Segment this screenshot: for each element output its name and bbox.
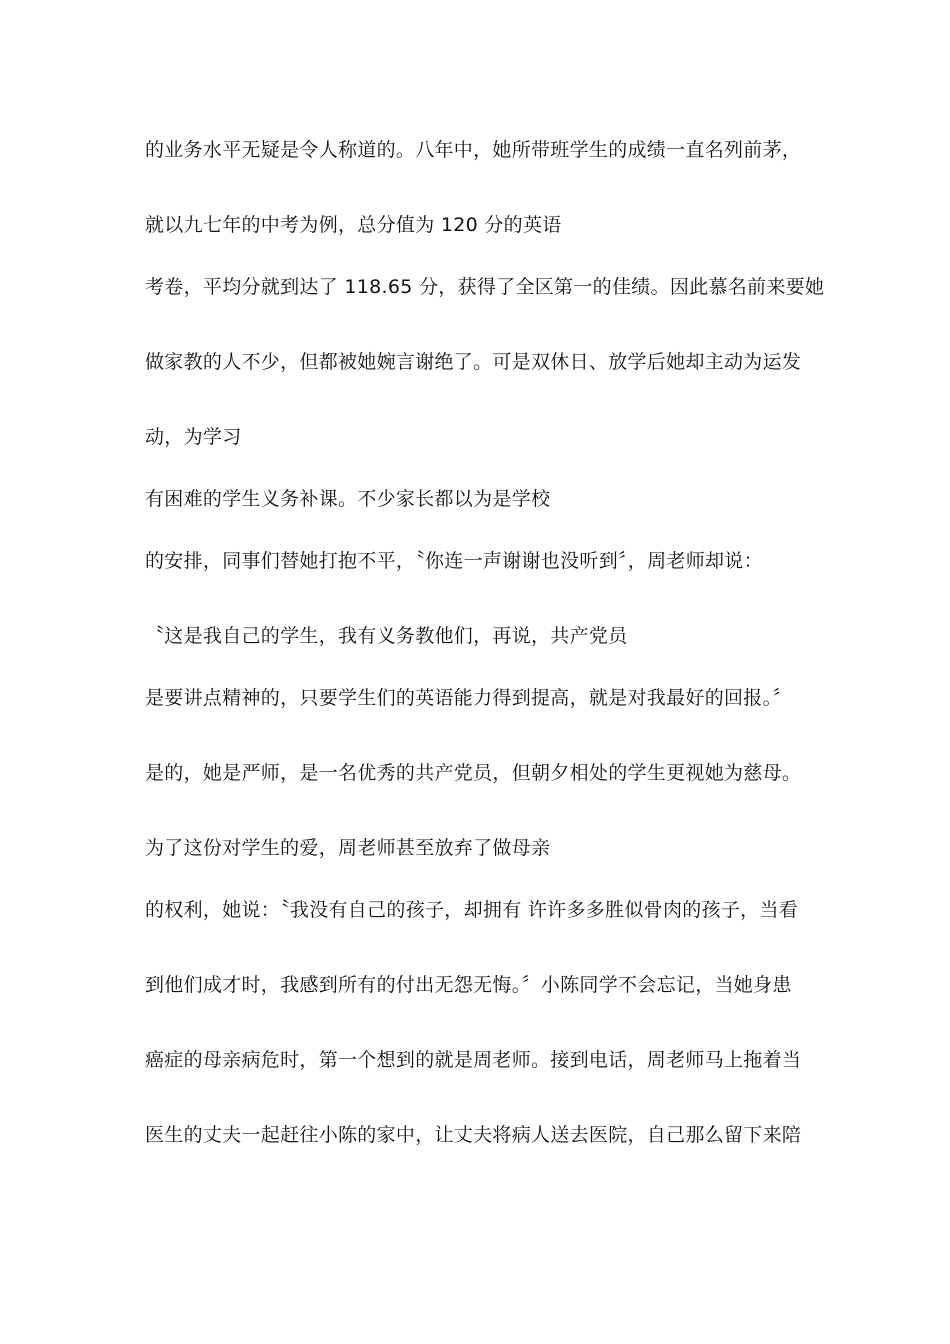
text-line: 就以九七年的中考为例，总分值为 120 分的英语	[145, 214, 562, 236]
text-line: 是的，她是严师，是一名优秀的共产党员，但朝夕相处的学生更视她为慈母。	[145, 762, 802, 784]
text-line: 是要讲点精神的，只要学生们的英语能力得到提高，就是对我最好的回报。〞	[145, 687, 792, 709]
text-line: 动，为学习	[145, 426, 242, 448]
text-line: 到他们成才时，我感到所有的付出无怨无悔。〞小陈同学不会忘记，当她身患	[145, 974, 792, 996]
text-line: 医生的丈夫一起赶往小陈的家中，让丈夫将病人送去医院，自己那么留下来陪	[145, 1124, 802, 1146]
text-line: 的安排，同事们替她打抱不平，〝你连一声谢谢也没听到〞，周老师却说：	[145, 550, 763, 572]
text-line: 的权利，她说：〝我没有自己的孩子，却拥有 许许多多胜似骨肉的孩子，当看	[145, 899, 799, 921]
text-line: 做家教的人不少，但都被她婉言谢绝了。可是双休日、放学后她却主动为运发	[145, 351, 802, 373]
text-line: 有困难的学生义务补课。不少家长都以为是学校	[145, 488, 551, 510]
text-line: 癌症的母亲病危时，第一个想到的就是周老师。接到电话，周老师马上拖着当	[145, 1049, 802, 1071]
text-line: 〝这是我自己的学生，我有义务教他们，再说，共产党员	[145, 625, 628, 647]
text-line: 考卷，平均分就到达了 118.65 分，获得了全区第一的佳绩。因此慕名前来要她	[145, 276, 825, 298]
text-line: 的业务水平无疑是令人称道的。八年中，她所带班学生的成绩一直名列前茅，	[145, 139, 802, 161]
text-line: 为了这份对学生的爱，周老师甚至放弃了做母亲	[145, 837, 551, 859]
